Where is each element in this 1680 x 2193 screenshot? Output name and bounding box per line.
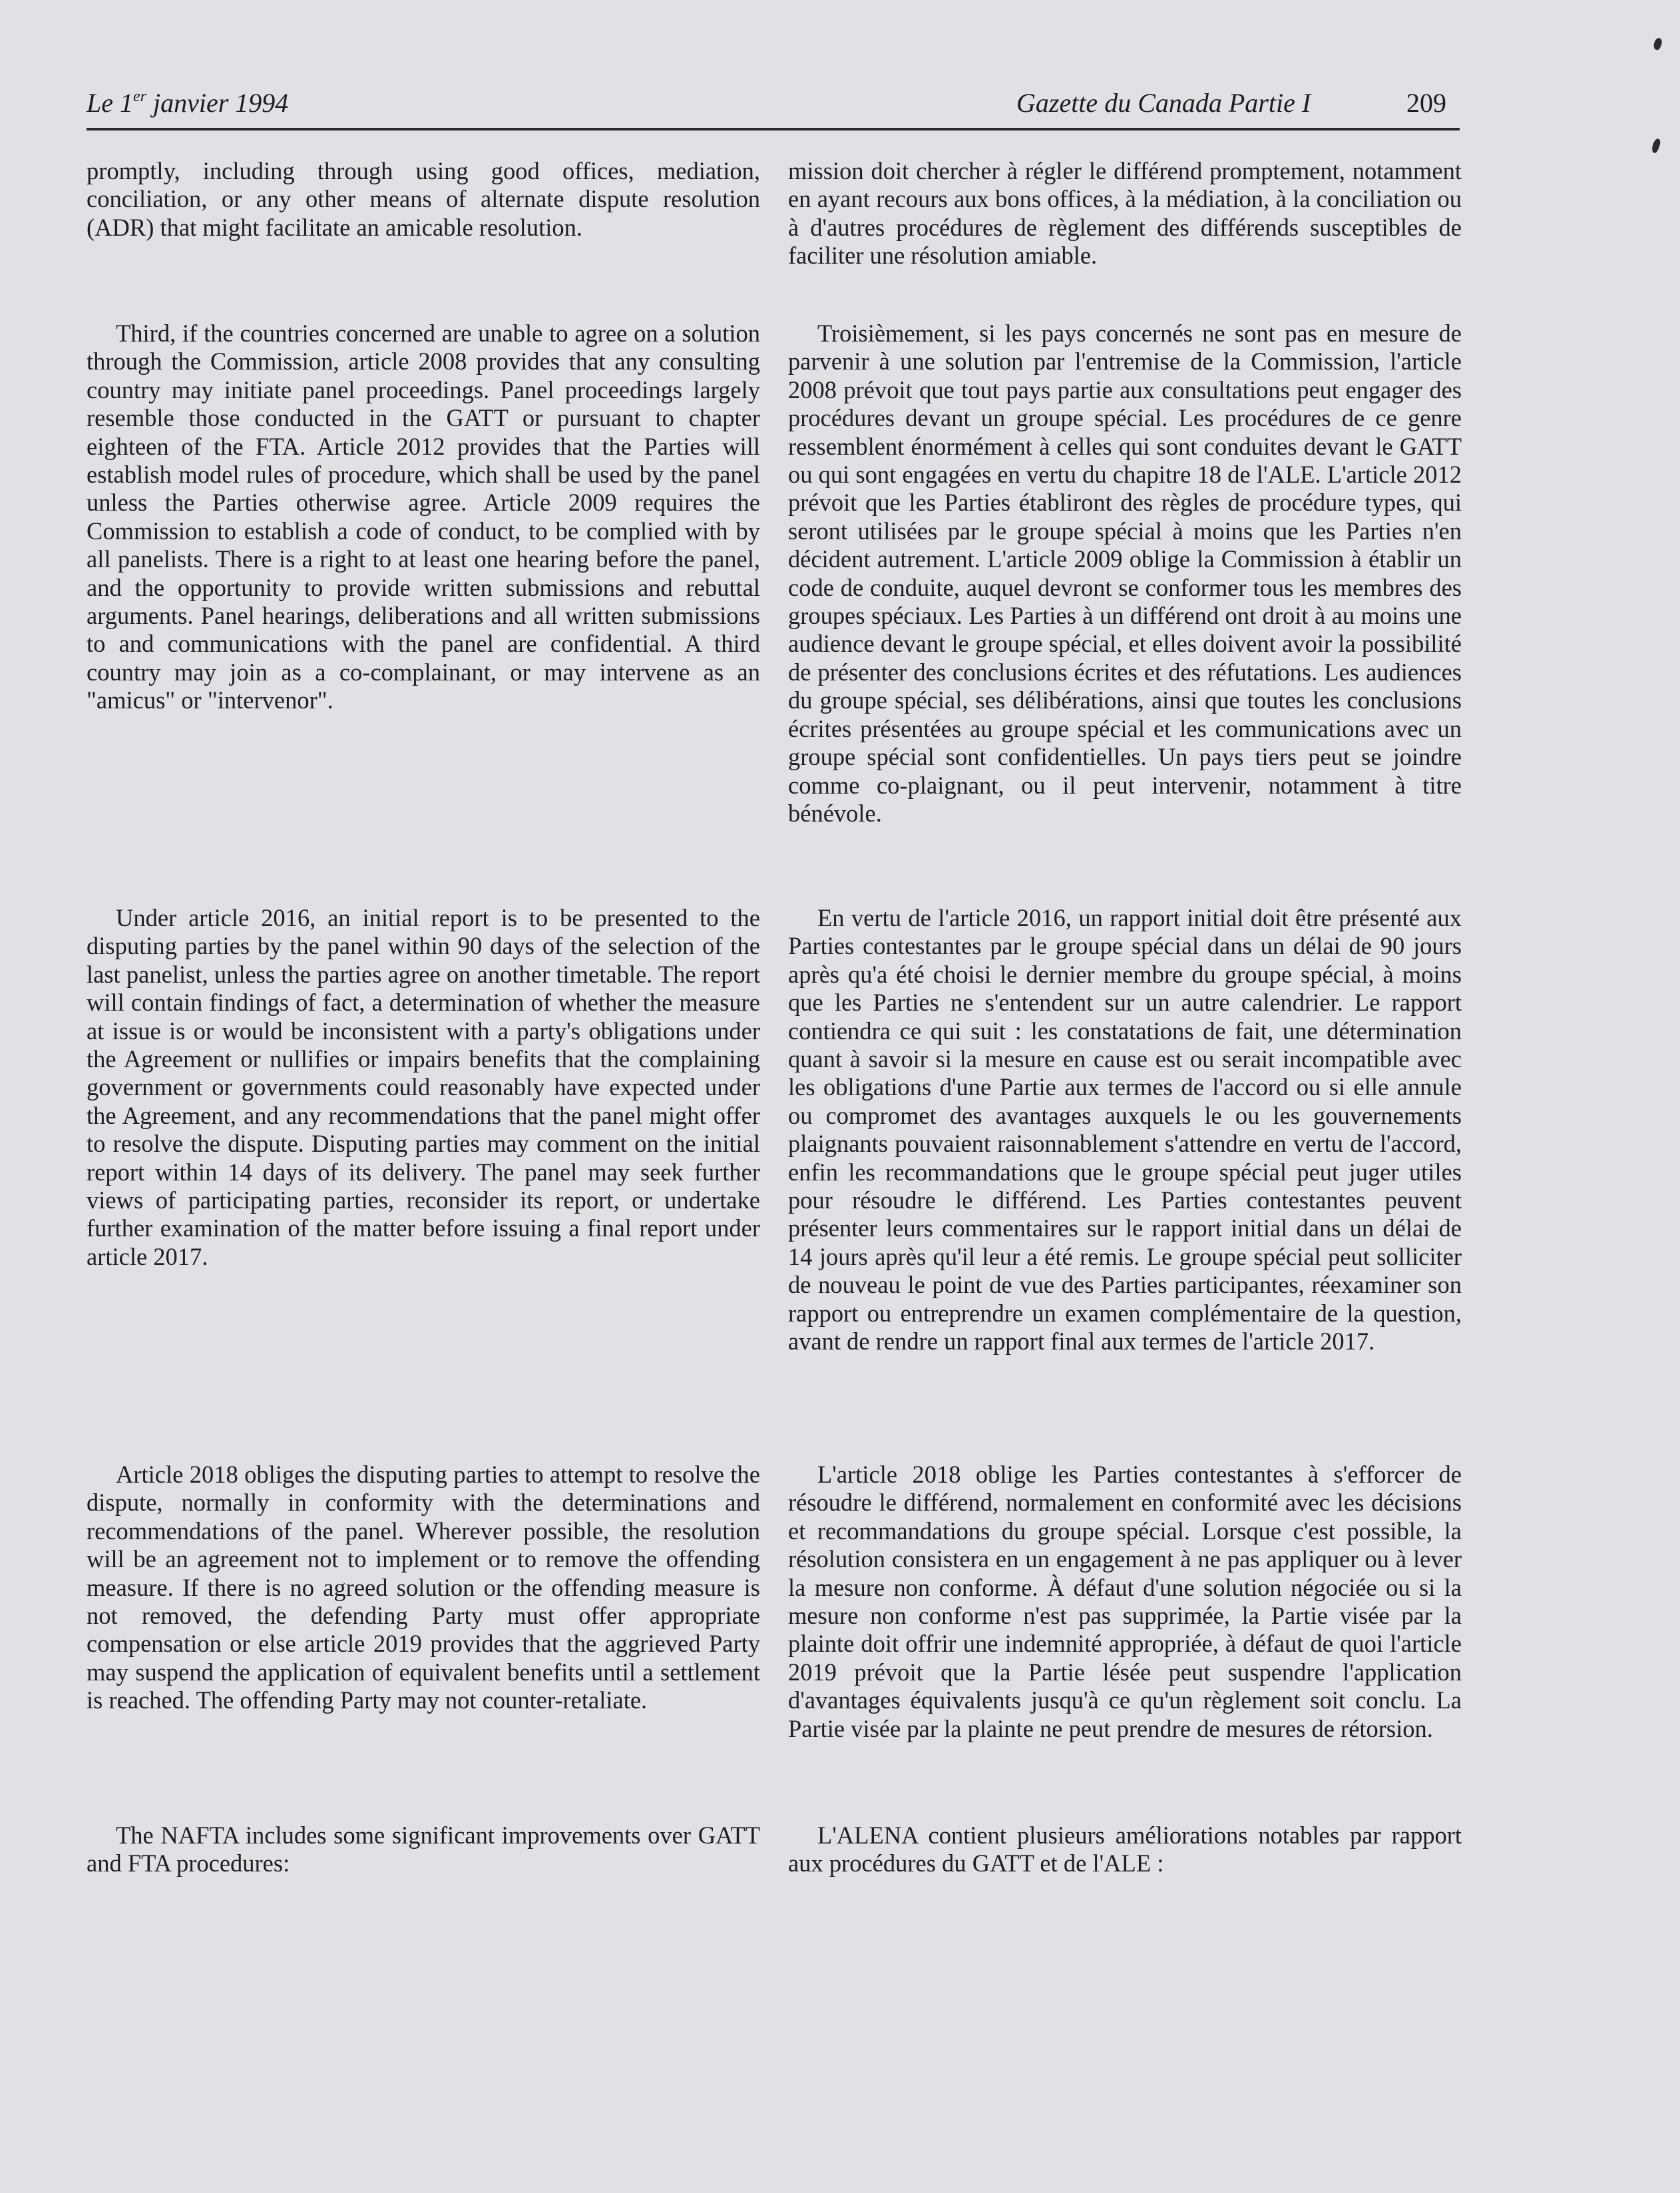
header-date bbox=[87, 87, 288, 120]
english-paragraph-1: promptly, including through using good offices, mediation, conciliation, or any other means of alternate dispute resolution (ADR) that might facilitate an amicable resolution. bbox=[87, 157, 760, 241]
french-paragraph-3: En vertu de l'article 2016, un rapport initial doit être présenté aux Parties contestantes par le groupe spécial dans un délai de 90 jours après qu'a été choisi le dernier membre du groupe spécial, à moins que les Parties ne s'entendent sur un autre calendrier. Le rapport contiendra ce qui suit : les constatations de fait, une détermination quant à savoir si la mesure en cause est ou serait incompatible avec les obligations d'une Partie aux termes de l'accord ou si elle annule ou compromet des avantages auxquels le ou les gouvernements plaignants pouvaient raisonnablement s'attendre en vertu de l'accord, enfin les recommandations que le groupe spécial peut juger utiles pour résoudre le différend. Les Parties contestantes peuvent présenter leurs commentaires sur le rapport initial dans un délai de 14 jours après qu'il leur a été remis. Le groupe spécial peut solliciter de nouveau le point de vue des Parties participantes, réexaminer son rapport ou entreprendre un examen complémentaire de la question, avant de rendre un rapport final aux termes de l'article 2017. bbox=[788, 904, 1462, 1355]
header-date-superscript: er bbox=[133, 88, 146, 105]
french-paragraph-1: mission doit chercher à régler le différend promptement, notamment en ayant recours aux bons offices, à la médiation, à la conciliation ou à d'autres procédures de règlement des différends susceptibles de faciliter une résolution amiable. bbox=[788, 157, 1462, 270]
scan-speck bbox=[1652, 37, 1663, 51]
english-paragraph-3: Under article 2016, an initial report is to be presented to the disputing parties by the panel within 90 days of the selection of the last panelist, unless the parties agree on another timetable. The report will contain findings of fact, a determination of whether the measure at issue is or would be inconsistent with a party's obligations under the Agreement or nullifies or impairs benefits that the complaining government or governments could reasonably have expected under the Agreement, and any recommendations that the panel might offer to resolve the dispute. Disputing parties may comment on the initial report within 14 days of its delivery. The panel may seek further views of participating parties, reconsider its report, or undertake further examination of the matter before issuing a final report under article 2017. bbox=[87, 904, 760, 1270]
french-paragraph-5: L'ALENA contient plusieurs améliorations notables par rapport aux procédures du GATT et de l'ALE : bbox=[788, 1822, 1462, 1877]
english-paragraph-5: The NAFTA includes some significant improvements over GATT and FTA procedures: bbox=[87, 1822, 760, 1877]
scan-speck bbox=[1651, 138, 1662, 154]
english-paragraph-2: Third, if the countries concerned are unable to agree on a solution through the Commission, article 2008 provides that any consulting country may initiate panel proceedings. Panel proceedings largely resemble those conducted in the GATT or pursuant to chapter eighteen of the FTA. Article 2012 provides that the Parties will establish model rules of procedure, which shall be used by the panel unless the Parties otherwise agree. Article 2009 requires the Commission to establish a code of conduct, to be complied with by all panelists. There is a right to at least one hearing before the panel, and the opportunity to provide written submissions and rebuttal arguments. Panel hearings, deliberations and all written submissions to and communications with the panel are confidential. A third country may join as a co-complainant, or may intervene as an "amicus" or "intervenor". bbox=[87, 320, 760, 714]
header-publication-title: Gazette du Canada Partie I bbox=[1016, 88, 1311, 118]
french-paragraph-2: Troisièmement, si les pays concernés ne sont pas en mesure de parvenir à une solution par l'entremise de la Commission, l'article 2008 prévoit que tout pays partie aux consultations peut engager des procédures devant un groupe spécial. Les procédures de ce genre ressemblent énormément à celles qui sont conduites devant le GATT ou qui sont engagées en vertu du chapitre 18 de l'ALE. L'article 2012 prévoit que les Parties établiront des règles de procédure types, qui seront utilisées par le groupe spécial à moins que les Parties n'en décident autrement. L'article 2009 oblige la Commission à établir un code de conduite, auquel devront se conformer tous les membres des groupes spéciaux. Les Parties à un différend ont droit à au moins une audience devant le groupe spécial, et elles doivent avoir la possibilité de présenter des conclusions écrites et des réfutations. Les audiences du groupe spécial, ses délibérations, ainsi que toutes les conclusions écrites présentées au groupe spécial et les communications avec un groupe spécial sont confidentielles. Un pays tiers peut se joindre comme co-plaignant, ou il peut intervenir, notamment à titre bénévole. bbox=[788, 320, 1462, 827]
english-paragraph-4: Article 2018 obliges the disputing parties to attempt to resolve the dispute, normally in conformity with the determinations and recommendations of the panel. Wherever possible, the resolution will be an agreement not to implement or to remove the offending measure. If there is no agreed solution or the offending measure is not removed, the defending Party must offer appropriate compensation or else article 2019 provides that the aggrieved Party may suspend the application of equivalent benefits until a settlement is reached. The offending Party may not counter-retaliate. bbox=[87, 1461, 760, 1714]
header-date-suffix: janvier 1994 bbox=[146, 88, 289, 118]
page-header bbox=[87, 81, 1460, 130]
french-paragraph-4: L'article 2018 oblige les Parties contestantes à s'efforcer de résoudre le différend, normalement en conformité avec les décisions et recommandations du groupe spécial. Lorsque c'est possible, la résolution consistera en un engagement à ne pas appliquer ou à lever la mesure non conforme. À défaut d'une solution négociée ou si la mesure non conforme n'est pas supprimée, la Partie visée par la plainte doit offrir une indemnité appropriée, à défaut de quoi l'article 2019 prévoit que la Partie lésée peut suspendre l'application d'avantages équivalents jusqu'à ce qu'un règlement soit conclu. La Partie visée par la plainte ne peut prendre de mesures de rétorsion. bbox=[788, 1461, 1462, 1742]
header-date-prefix: Le 1 bbox=[87, 88, 133, 118]
header-page-number: 209 bbox=[1406, 88, 1446, 118]
